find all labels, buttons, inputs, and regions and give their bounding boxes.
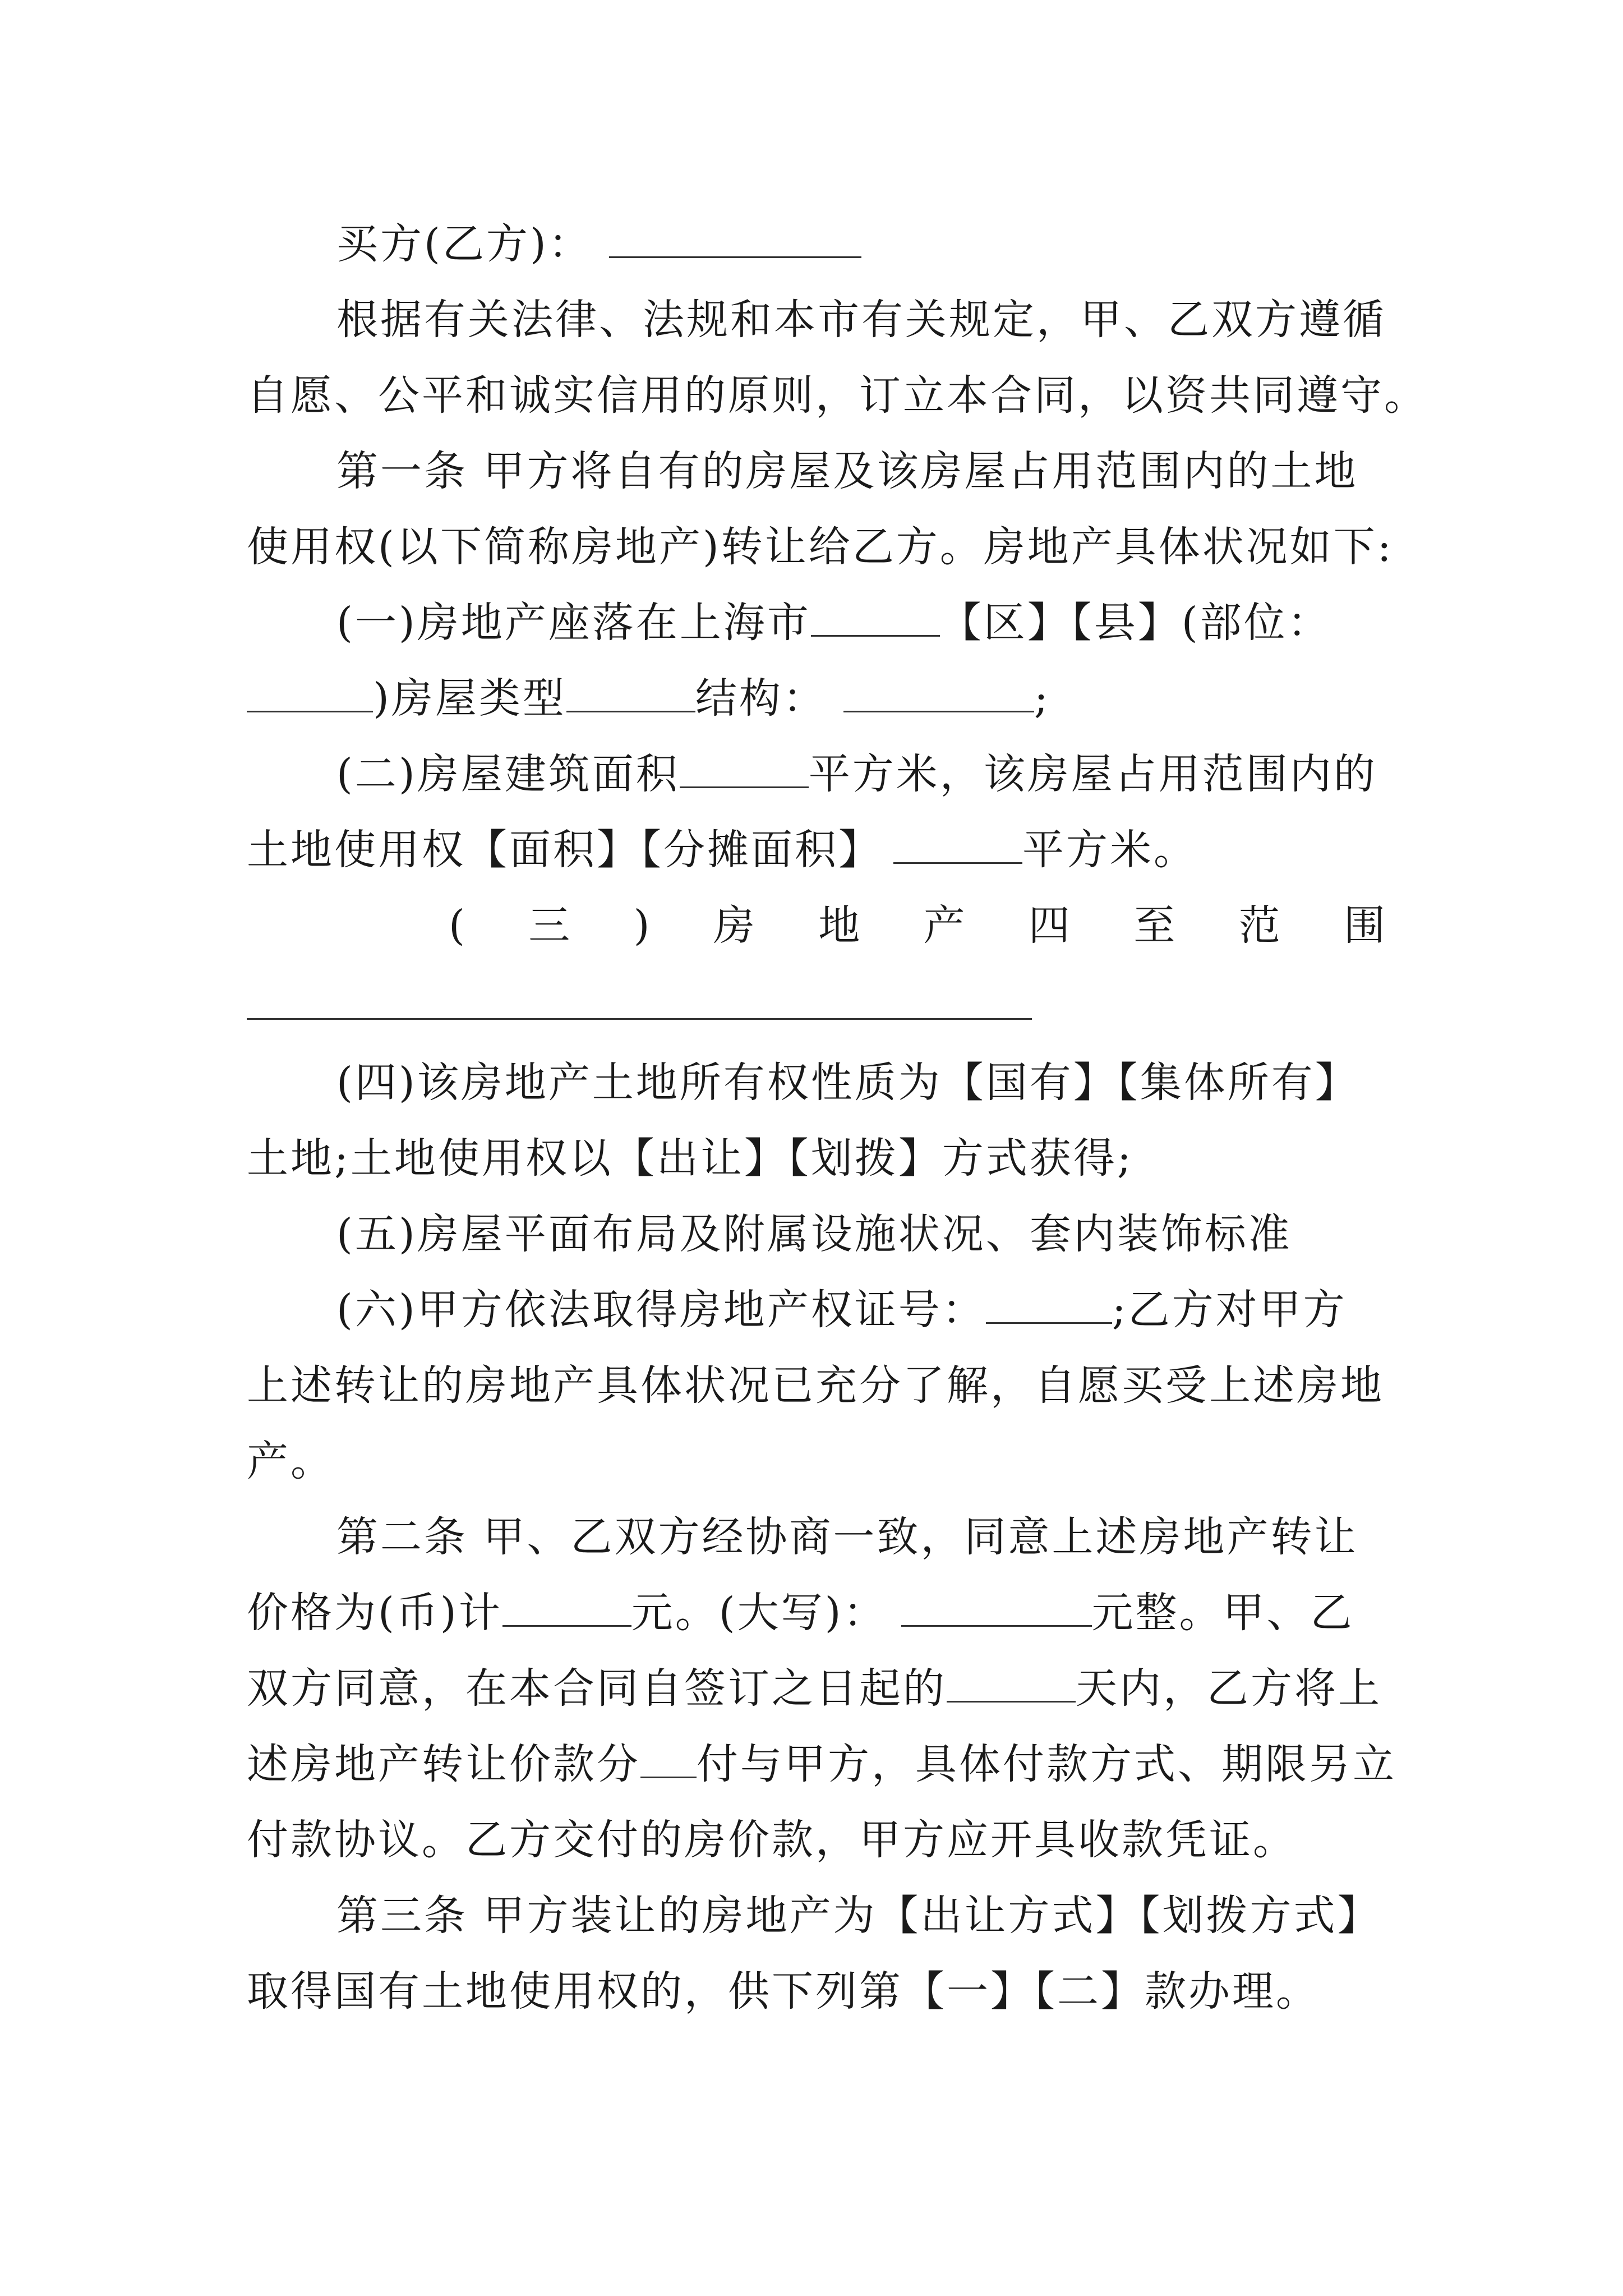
- article-2-text-e: 天内，乙方将上: [1076, 1664, 1382, 1713]
- article-3-line-1: 第三条 甲方装让的房地产为【出让方式】【划拨方式】: [336, 1892, 1381, 1940]
- item-6-text-a: (六)甲方依法取得房地产权证号：: [336, 1286, 986, 1334]
- location-blank: [247, 670, 373, 712]
- item-1-text-e: ;: [1034, 674, 1050, 723]
- article-2-line-1: 第二条 甲、乙双方经协商一致，同意上述房地产转让: [336, 1513, 1358, 1561]
- item-3-char: 房: [713, 901, 755, 950]
- item-3-line: [449, 898, 1385, 954]
- item-6-line-1: [336, 1282, 1385, 1338]
- item-1-text-b: 【区】【县】(部位：: [939, 599, 1331, 647]
- certificate-number-blank: [986, 1282, 1112, 1324]
- article-2-text-b: 元。(大写)：: [631, 1589, 887, 1637]
- item-6-text-b: ;乙方对甲方: [1112, 1286, 1347, 1334]
- article-2-text-a: 价格为(币)计: [247, 1589, 502, 1637]
- house-type-blank: [566, 670, 695, 712]
- item-3-char: 四: [1028, 901, 1070, 950]
- buyer-label: 买方(乙方)：: [336, 220, 592, 268]
- item-3-char: 范: [1238, 901, 1280, 950]
- item-3-char: 围: [1343, 901, 1385, 950]
- item-4-line-2: 土地;土地使用权以【出让】【划拨】方式获得;: [247, 1134, 1133, 1182]
- structure-blank: [843, 670, 1034, 712]
- item-1-text-c: )房屋类型: [373, 674, 566, 723]
- item-3-char: 三: [528, 901, 570, 950]
- item-3-char: 地: [818, 901, 860, 950]
- buyer-line: [336, 216, 1385, 272]
- item-5-line-1: (五)房屋平面布局及附属设施状况、套内装饰标准: [336, 1210, 1292, 1258]
- installments-blank: [640, 1736, 697, 1778]
- item-3-char: (: [449, 901, 465, 950]
- article-3-line-2: 取得国有土地使用权的，供下列第【一】【二】款办理。: [247, 1967, 1320, 2016]
- item-2-text-b: 平方米，该房屋占用范围内的: [808, 750, 1377, 798]
- article-2-text-f: 述房地产转让价款分: [247, 1740, 640, 1788]
- item-4-line-1: (四)该房地产土地所有权性质为【国有】【集体所有】: [336, 1059, 1359, 1107]
- article-1-line-1: 第一条 甲方将自有的房屋及该房屋占用范围内的土地: [336, 447, 1358, 495]
- intro-line-1: 根据有关法律、法规和本市有关规定，甲、乙双方遵循: [336, 296, 1386, 344]
- intro-line-2: 自愿、公平和诚实信用的原则，订立本合同，以资共同遵守。: [247, 371, 1428, 420]
- item-1-text-d: 结构：: [695, 674, 827, 723]
- item-2-text-a: (二)房屋建筑面积: [336, 750, 680, 798]
- boundaries-blank: [247, 1018, 1032, 1020]
- article-2-line-3: [247, 1660, 1385, 1717]
- price-uppercase-blank: [901, 1585, 1092, 1627]
- buyer-name-blank: [609, 216, 861, 258]
- item-2-text-c: 土地使用权【面积】【分摊面积】: [247, 826, 882, 874]
- article-2-line-5: 付款协议。乙方交付的房价款，甲方应开具收款凭证。: [247, 1816, 1297, 1864]
- article-1-line-2: 使用权(以下简称房地产)转让给乙方。房地产具体状况如下:: [247, 523, 1394, 571]
- item-2-text-d: 平方米。: [1022, 826, 1197, 874]
- article-2-text-d: 双方同意，在本合同自签订之日起的: [247, 1664, 947, 1713]
- price-blank: [502, 1585, 631, 1627]
- land-area-blank: [893, 822, 1022, 864]
- item-1-line-2: [247, 670, 1385, 726]
- article-2-text-g: 付与甲方，具体付款方式、期限另立: [697, 1740, 1396, 1788]
- item-3-char: 至: [1133, 901, 1175, 950]
- item-3-char: 产: [923, 901, 965, 950]
- days-blank: [947, 1660, 1076, 1703]
- item-1-line-1: [336, 595, 1385, 651]
- item-6-line-2: 上述转让的房地产具体状况已充分了解，自愿买受上述房地: [247, 1361, 1384, 1410]
- district-blank: [811, 595, 940, 637]
- item-2-line-1: [336, 746, 1385, 802]
- item-1-text-a: (一)房地产座落在上海市: [336, 599, 811, 647]
- item-2-line-2: [247, 822, 1385, 878]
- item-6-line-3: 产。: [247, 1437, 334, 1485]
- article-2-text-c: 元整。甲、乙: [1091, 1589, 1354, 1637]
- item-3-char: ): [633, 901, 650, 950]
- building-area-blank: [680, 746, 809, 788]
- article-2-line-2: [247, 1585, 1385, 1641]
- article-2-line-4: [247, 1736, 1396, 1792]
